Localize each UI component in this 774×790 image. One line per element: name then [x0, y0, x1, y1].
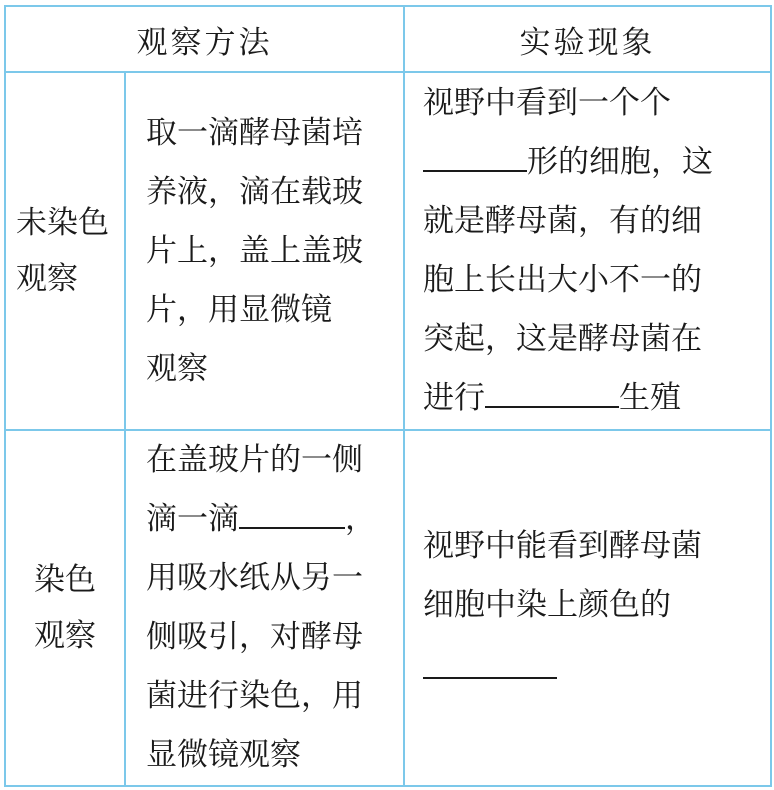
method-line: 取一滴酵母菌培 — [146, 114, 363, 151]
row-label-unstained — [5, 72, 125, 430]
fill-blank-cell-shape[interactable] — [423, 142, 527, 172]
method-text: 滴一滴 — [146, 501, 239, 537]
phenomenon-line — [423, 369, 756, 428]
row-label-line: 观察 — [34, 618, 96, 654]
row-label-line: 未染色 — [16, 205, 109, 241]
fill-blank-stained-structure[interactable] — [423, 649, 557, 679]
table-row — [5, 72, 771, 430]
phenomenon-line: 细胞中染上颜色的 — [423, 587, 671, 623]
phenomenon-line: 视野中看到一个个 — [423, 85, 671, 121]
method-line: 用吸水纸从另一 — [146, 560, 363, 596]
phenomenon-line — [423, 635, 756, 699]
phenomenon-line: 胞上长出大小不一的 — [423, 262, 702, 298]
row-label-line: 观察 — [16, 261, 78, 297]
method-line: 片，用显微镜 — [146, 291, 332, 328]
phenomenon-line: 突起，这是酵母菌在 — [423, 321, 702, 357]
table-row — [5, 430, 771, 786]
phenomenon-text: 进行 — [423, 380, 485, 416]
method-cell-stained — [125, 430, 404, 786]
method-line: 在盖玻片的一侧 — [146, 442, 363, 478]
phenomenon-cell-stained — [404, 430, 771, 786]
observation-table — [4, 5, 772, 787]
phenomenon-line: 就是酵母菌，有的细 — [423, 203, 702, 239]
header-experiment-phenomenon: 实验现象 — [404, 6, 771, 72]
table-header-row — [5, 6, 771, 72]
phenomenon-text: 形的细胞，这 — [527, 144, 713, 180]
method-line — [146, 490, 391, 549]
header-observation-method: 观察方法 — [5, 6, 404, 72]
phenomenon-text: 生殖 — [619, 380, 681, 416]
phenomenon-line — [423, 133, 756, 192]
phenomenon-line: 视野中能看到酵母菌 — [423, 528, 702, 564]
row-label-line: 染色 — [34, 562, 96, 598]
method-line: 养液，滴在载玻 — [146, 173, 363, 210]
row-label-stained — [5, 430, 125, 786]
phenomenon-cell-unstained — [404, 72, 771, 430]
method-line: 菌进行染色，用 — [146, 678, 363, 714]
method-line: 观察 — [146, 350, 208, 387]
method-cell-unstained — [125, 72, 404, 430]
method-line: 显微镜观察 — [146, 737, 301, 773]
method-line: 片上，盖上盖玻 — [146, 232, 363, 269]
fill-blank-reagent[interactable] — [239, 499, 345, 529]
method-line: 侧吸引，对酵母 — [146, 619, 363, 655]
fill-blank-reproduction[interactable] — [485, 378, 619, 408]
method-text: ， — [345, 501, 376, 537]
